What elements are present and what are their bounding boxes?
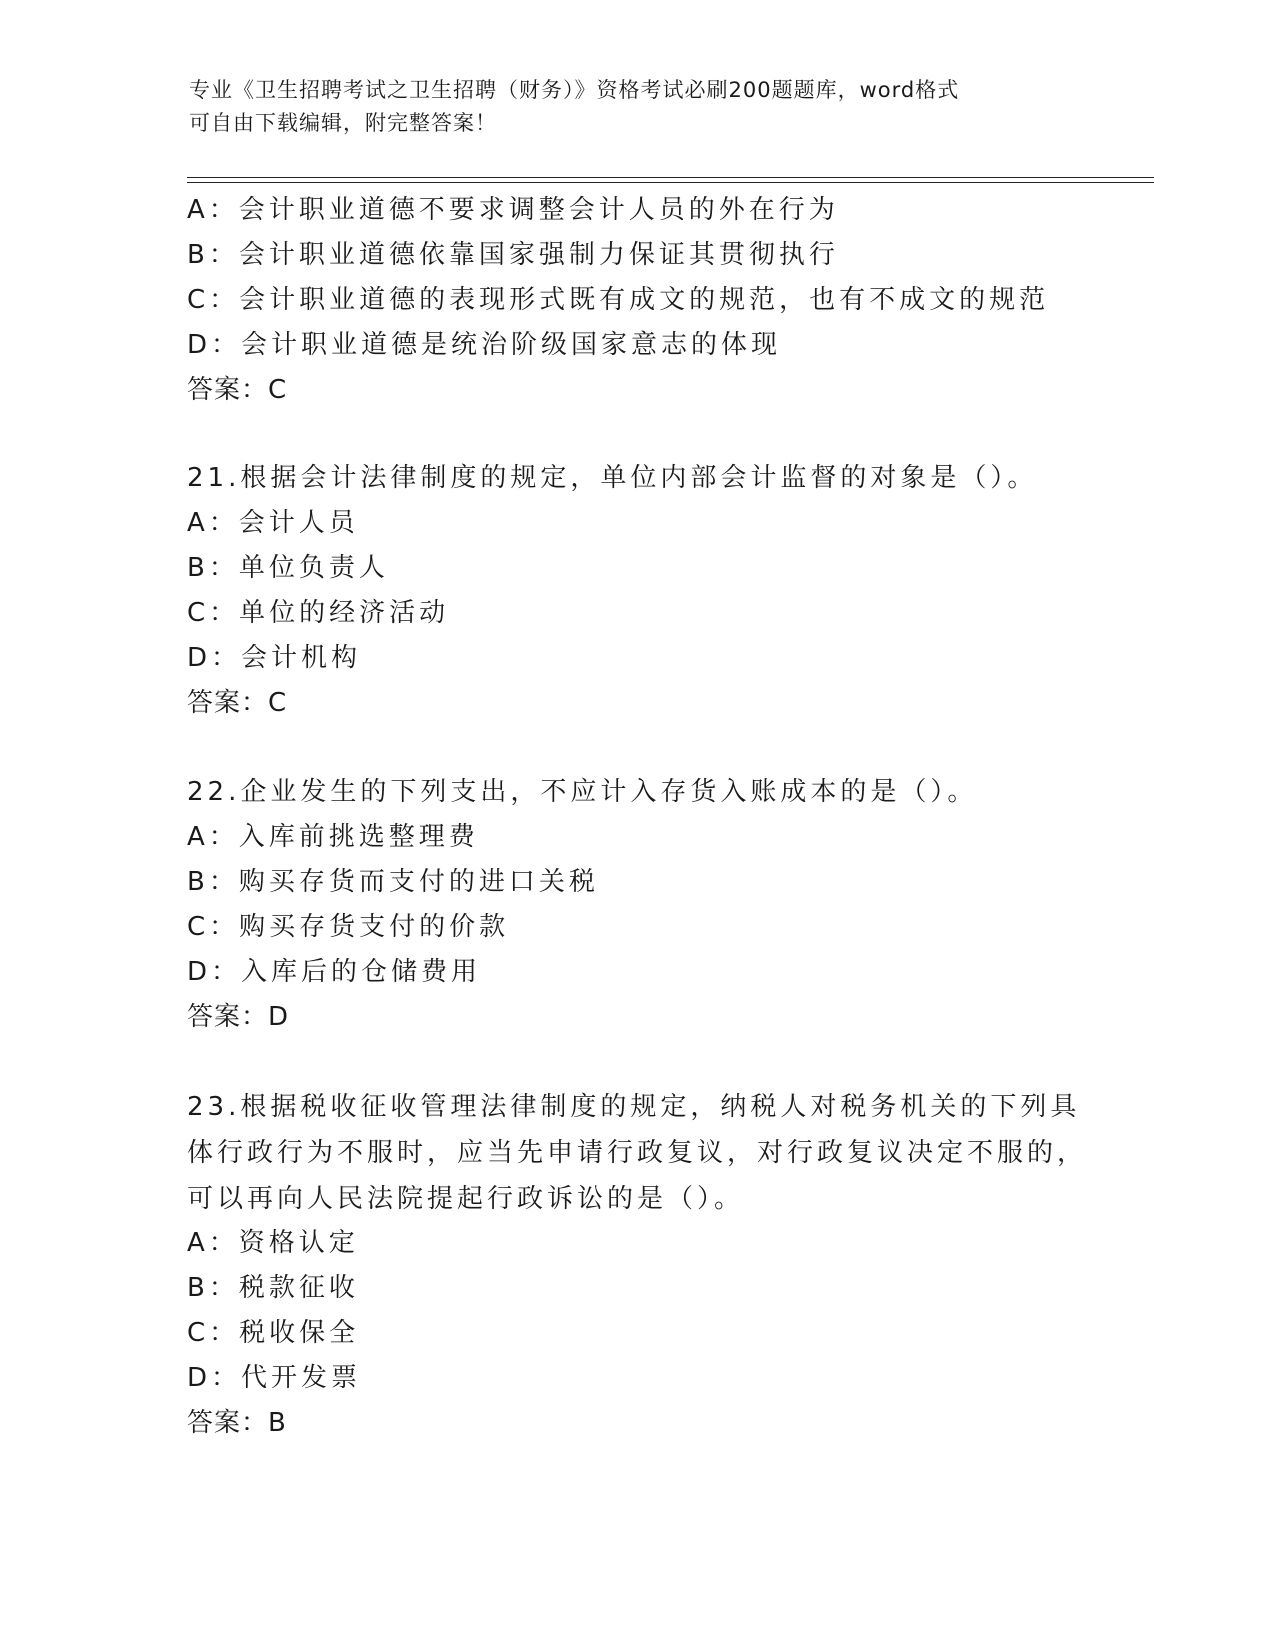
question-22-option-a: A：入库前挑选整理费 [187, 822, 479, 852]
prev-answer: 答案：C [187, 375, 288, 405]
prev-option-d: D：会计职业道德是统治阶级国家意志的体现 [187, 330, 782, 360]
header-line-2: 可自由下载编辑，附完整答案！ [189, 111, 497, 135]
prev-option-b: B：会计职业道德依靠国家强制力保证其贯彻执行 [187, 240, 839, 270]
header-divider [187, 177, 1154, 183]
prev-option-c: C：会计职业道德的表现形式既有成文的规范，也有不成文的规范 [187, 285, 1050, 315]
question-21-option-b: B：单位负责人 [187, 553, 389, 583]
document-header [189, 74, 1089, 140]
question-21-option-d: D：会计机构 [187, 643, 362, 673]
question-21-answer: 答案：C [187, 688, 288, 718]
question-23-answer: 答案：B [187, 1408, 287, 1438]
question-22-option-b: B：购买存货而支付的进口关税 [187, 867, 599, 897]
question-22-answer: 答案：D [187, 1002, 290, 1032]
question-21-option-a: A：会计人员 [187, 508, 359, 538]
question-23-option-a: A：资格认定 [187, 1228, 359, 1258]
question-23-option-c: C：税收保全 [187, 1318, 360, 1348]
prev-option-a: A：会计职业道德不要求调整会计人员的外在行为 [187, 195, 839, 225]
question-23-stem: 23.根据税收征收管理法律制度的规定，纳税人对税务机关的下列具体行政行为不服时，应当先申请行政复议，对行政复议决定不服的，可以再向人民法院提起行政诉讼的是（）。 [187, 1092, 1088, 1214]
question-22-stem: 22.企业发生的下列支出，不应计入存货入账成本的是（）。 [187, 777, 978, 807]
question-22-option-d: D：入库后的仓储费用 [187, 957, 482, 987]
question-23-option-b: B：税款征收 [187, 1273, 359, 1303]
header-line-1: 专业《卫生招聘考试之卫生招聘（财务）》资格考试必刷200题题库，word格式 [189, 78, 960, 102]
question-22-option-c: C：购买存货支付的价款 [187, 912, 510, 942]
question-23-option-d: D：代开发票 [187, 1363, 362, 1393]
question-21-stem: 21.根据会计法律制度的规定，单位内部会计监督的对象是（）。 [187, 463, 1038, 493]
question-21-option-c: C：单位的经济活动 [187, 598, 450, 628]
